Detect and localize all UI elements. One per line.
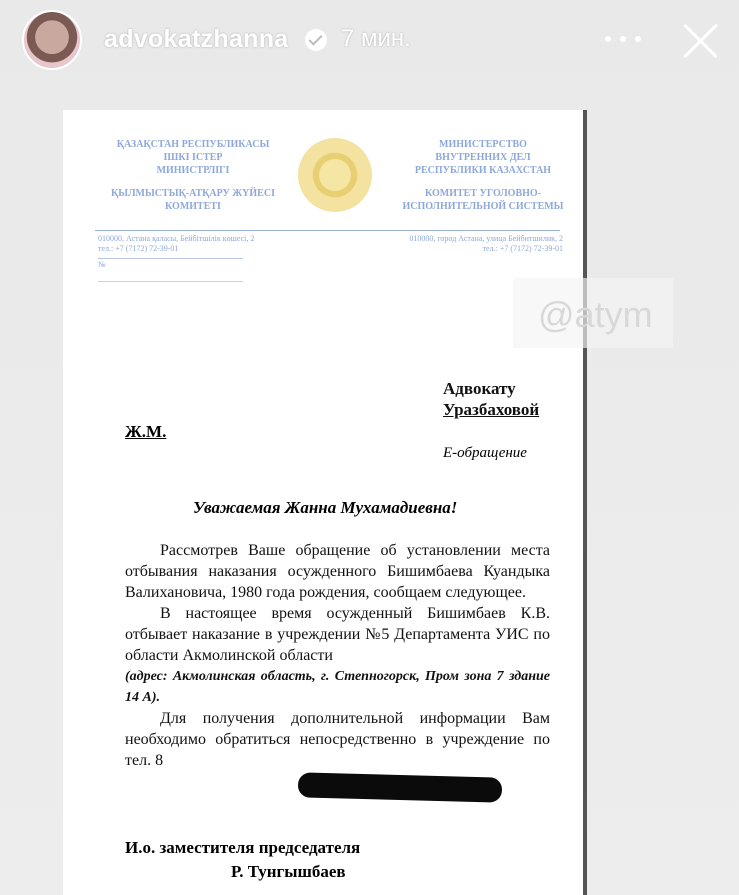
verified-badge-icon (305, 29, 327, 51)
close-icon[interactable] (680, 20, 722, 62)
watermark: @atym (513, 278, 673, 348)
registration-line (98, 281, 243, 282)
paragraph: Для получения дополнительной информации Вам необходимо обратиться непосредственно в учреждение по тел. 8 (125, 710, 550, 769)
greeting: Уважаемая Жанна Мухамадиевна! (193, 498, 458, 517)
registration-number: № (98, 260, 106, 269)
paragraph: Рассмотрев Ваше обращение об установлении места отбывания наказания осужденного Бишимбаева Куандыка Валихановича, 1980 года рождения, сообщаем следующее. (125, 542, 550, 601)
post-time: 7 мин. (341, 25, 411, 52)
signature-title: И.о. заместителя председателя (125, 838, 361, 857)
address-right: 010000, город Астана, улица Бейбитшилик, 2 тел.: +7 (7172) 72-39-01 (409, 234, 563, 253)
avatar[interactable] (22, 10, 82, 70)
document-page (63, 110, 653, 895)
letterhead-divider (95, 230, 560, 231)
e-appeal-label: Е-обращение (443, 445, 527, 461)
address-note: (адрес: Акмолинская область, г. Степногорск, Пром зона 7 здание 14 А). (125, 669, 550, 705)
signature-name: Р. Тунгышбаев (231, 862, 346, 881)
letterhead-left: ҚАЗАҚСТАН РЕСПУБЛИКАСЫ ІШКІ ІСТЕР МИНИСТРЛІГІ ҚЫЛМЫСТЫҚ-АТҚАРУ ЖҮЙЕСІ КОМИТЕТІ (111, 139, 275, 212)
emblem-icon (298, 138, 372, 212)
recipient: Адвокату Уразбаховой (443, 379, 540, 419)
recipient-initials: Ж.М. (125, 422, 167, 441)
address-left: 010000, Астана қаласы, Бейбітшілік көшесі, 2 тел.: +7 (7172) 72-39-01 (98, 234, 255, 253)
redaction-mark (298, 772, 503, 802)
letterhead-right: МИНИСТЕРСТВО ВНУТРЕННИХ ДЕЛ РЕСПУБЛИКИ КАЗАХСТАН КОМИТЕТ УГОЛОВНО- ИСПОЛНИТЕЛЬНОЙ СИСТЕМЫ (402, 139, 564, 212)
paragraph: В настоящее время осужденный Бишимбаев К.В. отбывает наказание в учреждении №5 Департамента УИС по области Акмолинской области (125, 605, 550, 664)
letter-body (125, 540, 550, 771)
story-header (0, 0, 739, 80)
more-options-icon[interactable] (605, 36, 645, 44)
registration-line (98, 258, 243, 259)
username[interactable]: advokatzhanna (104, 25, 289, 53)
letterhead (63, 110, 583, 280)
